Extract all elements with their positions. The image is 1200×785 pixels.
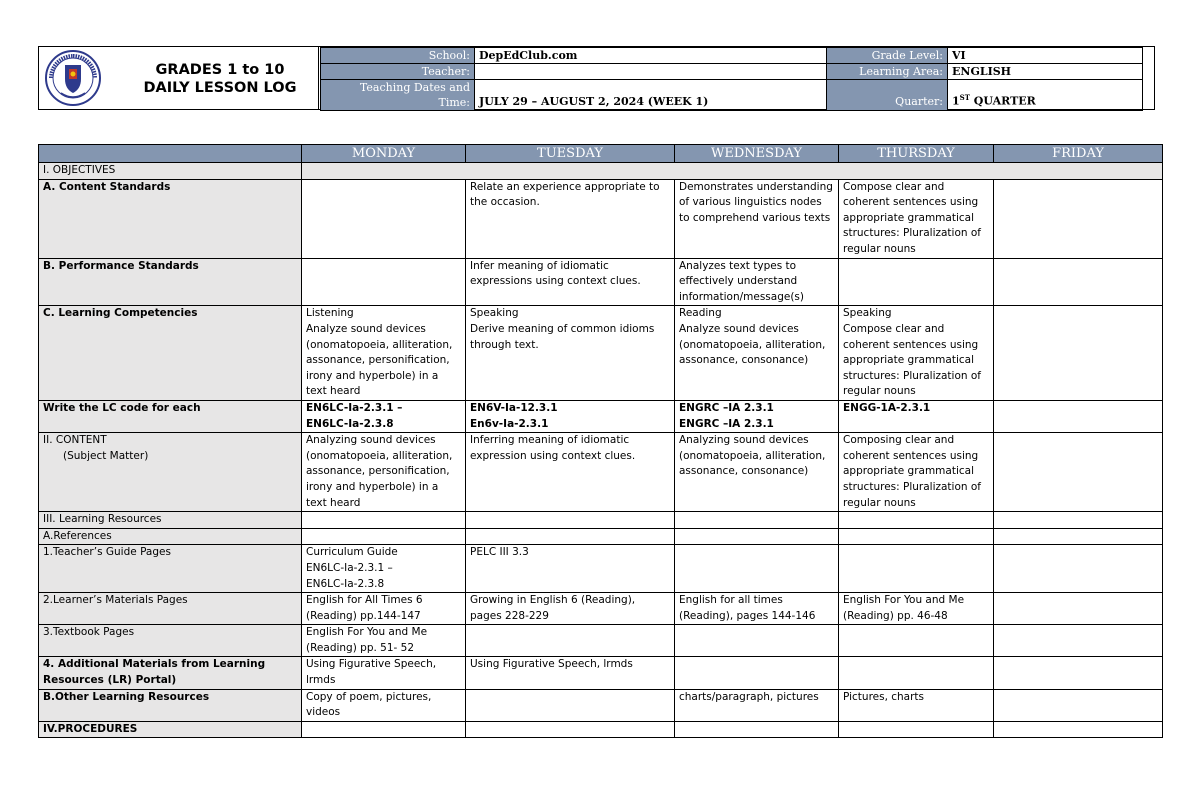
tg-pages-wednesday [675,545,839,593]
lm-pages-tuesday: Growing in English 6 (Reading), pages 228-229 [466,593,675,625]
quarter-num: 1 [952,95,960,108]
document-title [125,61,315,97]
competency-text: Analyze sound devices (onomatopoeia, alliteration, assonance, personification, irony and hyperbole) in a text heard [306,322,453,398]
textbook-pages-thursday [839,625,994,657]
lm-pages-thursday: English For You and Me (Reading) pp. 46-48 [839,593,994,625]
tg-pages-row [39,545,1163,593]
quarter-value [948,80,1143,111]
competency-tuesday [466,306,675,401]
content-standards-row [39,179,1163,258]
other-resources-label: B.Other Learning Resources [39,689,302,721]
lc-code-line: EN6V-Ia-12.3.1 [470,401,558,414]
additional-materials-friday [994,657,1163,689]
content-standards-friday [994,179,1163,258]
additional-materials-tuesday: Using Figurative Speech, lrmds [466,657,675,689]
teacher-label: Teacher: [321,64,475,80]
day-header-wednesday: WEDNESDAY [675,145,839,163]
content-sublabel: (Subject Matter) [63,449,149,462]
performance-standards-thursday [839,258,994,306]
logo-cell [39,47,319,109]
lc-code-thursday [839,400,994,432]
content-label: II. CONTENT [43,434,107,447]
content-standards-monday [302,179,466,258]
day-header-thursday: THURSDAY [839,145,994,163]
deped-seal-icon [43,49,103,107]
performance-standards-wednesday: Analyzes text types to effectively understand information/message(s) [675,258,839,306]
competency-head: Speaking [843,307,892,320]
references-row [39,528,1163,545]
other-resources-friday [994,689,1163,721]
lesson-log-table [38,144,1163,738]
title-line-1: GRADES 1 to 10 [155,62,285,78]
quarter-text: QUARTER [969,95,1036,108]
title-line-2: DAILY LESSON LOG [143,80,297,96]
quarter-sup: ST [959,93,970,103]
content-wednesday: Analyzing sound devices (onomatopoeia, alliteration, assonance, consonance) [675,433,839,512]
teaching-dates-label-line1: Teaching Dates and [359,81,470,94]
lc-code-line: EN6LC-Ia-2.3.1 – [306,401,403,414]
competency-text: Derive meaning of common idioms through text. [470,322,655,351]
objectives-row [39,163,1163,180]
additional-materials-label: 4. Additional Materials from Learning Resources (LR) Portal) [39,657,302,689]
header-info-table [320,47,1143,111]
other-resources-tuesday [466,689,675,721]
competency-monday [302,306,466,401]
school-label: School: [321,48,475,64]
learning-competencies-label: C. Learning Competencies [39,306,302,401]
textbook-pages-wednesday [675,625,839,657]
content-thursday: Composing clear and coherent sentences using appropriate grammatical structures: Pluralization of regular nouns [839,433,994,512]
lc-code-tuesday [466,400,675,432]
tg-line: Curriculum Guide [306,546,398,559]
lc-code-line: EN6LC-Ia-2.3.8 [306,417,394,430]
learning-area-label: Learning Area: [827,64,948,80]
lc-code-line: ENGRC –IA 2.3.1 [679,417,774,430]
teaching-dates-value: JULY 29 – AUGUST 2, 2024 (WEEK 1) [475,80,827,111]
tg-pages-thursday [839,545,994,593]
objectives-label: I. OBJECTIVES [39,163,302,180]
lm-pages-wednesday: English for all times (Reading), pages 144-146 [675,593,839,625]
lc-code-line: ENGRC –IA 2.3.1 [679,401,774,414]
day-header-tuesday: TUESDAY [466,145,675,163]
textbook-pages-label: 3.Textbook Pages [39,625,302,657]
additional-materials-monday: Using Figurative Speech, lrmds [302,657,466,689]
competency-friday [994,306,1163,401]
tg-line: PELC III 3.3 [470,546,529,559]
content-friday [994,433,1163,512]
tg-line: EN6LC-Ia-2.3.1 – [306,561,393,574]
tg-pages-friday [994,545,1163,593]
content-label-cell [39,433,302,512]
lc-code-line: ENGG-1A-2.3.1 [843,401,931,414]
other-resources-wednesday: charts/paragraph, pictures [675,689,839,721]
content-tuesday: Inferring meaning of idiomatic expression using context clues. [466,433,675,512]
lc-code-row [39,400,1163,432]
competency-head: Listening [306,307,354,320]
content-standards-thursday: Compose clear and coherent sentences using appropriate grammatical structures: Pluralization of regular nouns [839,179,994,258]
references-label: A.References [39,528,302,545]
learning-area-value: ENGLISH [948,64,1143,80]
procedures-row [39,721,1163,738]
lc-code-friday [994,400,1163,432]
textbook-pages-friday [994,625,1163,657]
content-monday: Analyzing sound devices (onomatopoeia, alliteration, assonance, personification, irony and hyperbole) in a text heard [302,433,466,512]
lc-code-label: Write the LC code for each [39,400,302,432]
days-header-row [39,145,1163,163]
teaching-dates-label-line2: Time: [438,96,470,109]
additional-materials-row [39,657,1163,689]
other-resources-monday: Copy of poem, pictures, videos [302,689,466,721]
competency-wednesday [675,306,839,401]
learning-resources-label: III. Learning Resources [39,512,302,529]
teaching-dates-label [321,80,475,111]
performance-standards-monday [302,258,466,306]
lm-pages-friday [994,593,1163,625]
content-standards-wednesday: Demonstrates understanding of various linguistics nodes to comprehend various texts [675,179,839,258]
other-resources-row [39,689,1163,721]
competency-head: Reading [679,307,722,320]
tg-pages-monday [302,545,466,593]
performance-standards-tuesday: Infer meaning of idiomatic expressions using context clues. [466,258,675,306]
tg-pages-label: 1.Teacher’s Guide Pages [39,545,302,593]
content-standards-label: A. Content Standards [39,179,302,258]
quarter-label: Quarter: [827,80,948,111]
objectives-span [302,163,1163,180]
textbook-pages-monday: English For You and Me (Reading) pp. 51- 52 [302,625,466,657]
grade-level-value: VI [948,48,1143,64]
lc-code-wednesday [675,400,839,432]
header-block [38,46,1155,110]
performance-standards-label: B. Performance Standards [39,258,302,306]
additional-materials-thursday [839,657,994,689]
tg-line: EN6LC-Ia-2.3.8 [306,577,385,590]
teacher-value [475,64,827,80]
lc-code-line: En6v-Ia-2.3.1 [470,417,549,430]
additional-materials-wednesday [675,657,839,689]
procedures-label: IV.PROCEDURES [39,721,302,738]
day-header-friday: FRIDAY [994,145,1163,163]
lm-pages-label: 2.Learner’s Materials Pages [39,593,302,625]
learning-resources-row [39,512,1163,529]
other-resources-thursday: Pictures, charts [839,689,994,721]
lm-pages-row [39,593,1163,625]
textbook-pages-tuesday [466,625,675,657]
performance-standards-friday [994,258,1163,306]
competency-text: Compose clear and coherent sentences using appropriate grammatical structures: Pluralization of regular nouns [843,322,982,398]
day-header-monday: MONDAY [302,145,466,163]
tg-pages-tuesday [466,545,675,593]
days-header-blank [39,145,302,163]
content-standards-tuesday: Relate an experience appropriate to the occasion. [466,179,675,258]
learning-competencies-row [39,306,1163,401]
competency-head: Speaking [470,307,519,320]
textbook-pages-row [39,625,1163,657]
grade-level-label: Grade Level: [827,48,948,64]
lc-code-monday [302,400,466,432]
school-value: DepEdClub.com [475,48,827,64]
competency-thursday [839,306,994,401]
content-row [39,433,1163,512]
performance-standards-row [39,258,1163,306]
competency-text: Analyze sound devices (onomatopoeia, alliteration, assonance, consonance) [679,322,826,367]
lm-pages-monday: English for All Times 6 (Reading) pp.144-147 [302,593,466,625]
